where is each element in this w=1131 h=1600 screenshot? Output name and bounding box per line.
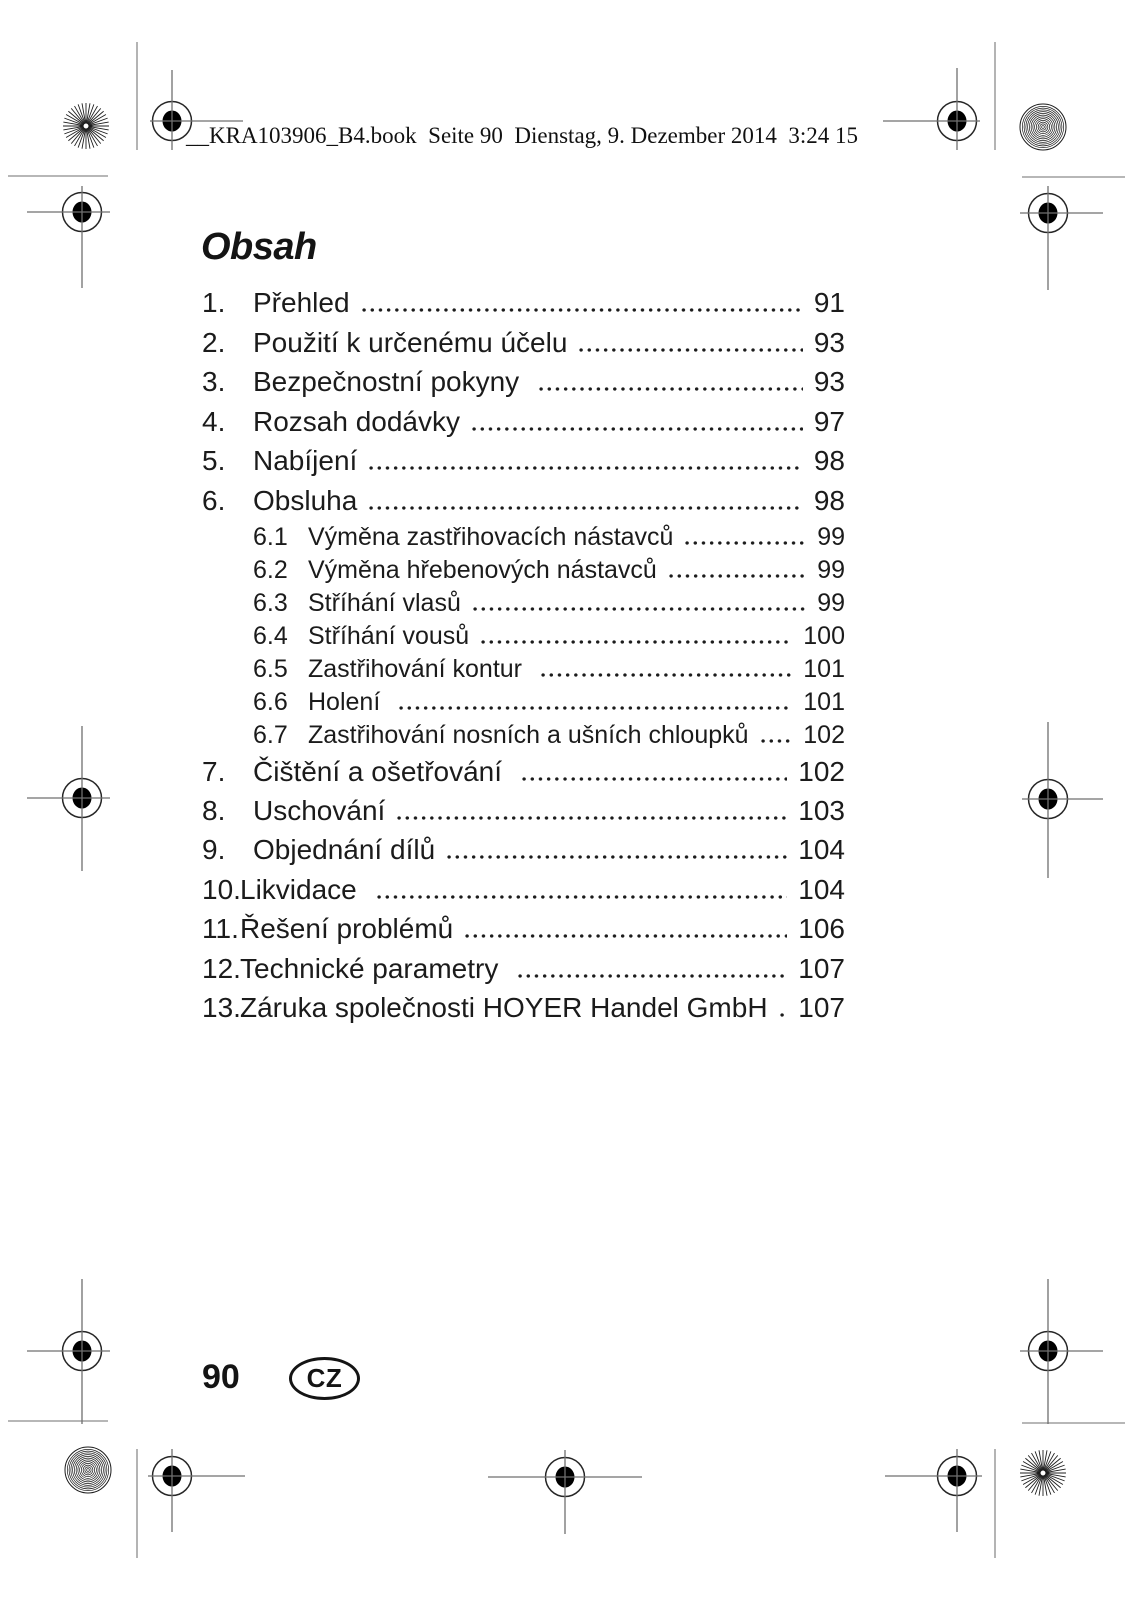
language-badge-label: CZ [306, 1363, 343, 1393]
toc-leader [479, 640, 792, 644]
toc-leader [367, 506, 803, 510]
toc-leader [445, 855, 787, 859]
toc-leader [520, 777, 787, 781]
toc-row [200, 620, 845, 653]
toc-label: Bezpečnostní pokyny [253, 366, 527, 398]
toc-label: Přehled [253, 287, 350, 318]
toc-leader [778, 1013, 788, 1017]
toc-row [200, 587, 845, 620]
toc-num: 6.7 [253, 720, 288, 749]
toc-label: Zastřihování nosních a ušních chloupků [308, 720, 749, 749]
toc-page: 91 [813, 287, 845, 318]
toc-page: 101 [803, 654, 845, 683]
toc-label: Výměna zastřihovacích nástavců [308, 522, 674, 551]
toc-row [200, 830, 845, 869]
toc-label: Objednání dílů [253, 834, 436, 866]
toc-leader [395, 816, 787, 820]
toc-leader [537, 387, 803, 391]
toc-page: 99 [817, 555, 845, 584]
toc-row [200, 686, 845, 719]
toc-leader [683, 541, 806, 545]
registration-target-icon [883, 68, 980, 150]
toc-label: Čištění a ošetřování [253, 755, 510, 787]
toc-label: Výměna hřebenových nástavců [308, 555, 657, 584]
toc-num: 6.2 [253, 555, 288, 584]
toc-label: Záruka společnosti HOYER Handel GmbH [240, 991, 768, 1023]
starburst-pattern [1020, 1450, 1066, 1496]
toc-num: 6.4 [253, 621, 288, 650]
toc-label: Likvidace [240, 873, 365, 905]
toc-page: 106 [798, 913, 845, 945]
toc-label: Zastřihování kontur [308, 654, 529, 683]
toc-row [200, 870, 845, 909]
toc-row [200, 791, 845, 830]
toc-page: 103 [798, 794, 845, 826]
toc-leader [577, 348, 802, 352]
toc-row [200, 949, 845, 988]
toc-leader [360, 308, 803, 312]
registration-target-icon [488, 1450, 642, 1534]
print-job-header: __KRA103906_B4.book Seite 90 Dienstag, 9. Dezember 2014 3:24 15 [186, 123, 859, 148]
registration-target-icon [885, 1449, 982, 1532]
toc-num: 6.3 [253, 588, 288, 617]
toc-label: Řešení problémů [240, 913, 454, 945]
toc-leader [367, 466, 803, 470]
toc-page: 107 [798, 952, 845, 984]
toc-page: 97 [813, 405, 845, 437]
toc-num: 3. [202, 366, 226, 398]
toc-leader [463, 934, 787, 938]
toc-row [200, 323, 845, 363]
toc-num: 9. [202, 834, 226, 866]
toc-page: 98 [813, 445, 845, 477]
toc-page: 107 [798, 991, 845, 1023]
toc-row [200, 362, 845, 402]
toc-num: 12. [202, 952, 241, 984]
registration-target-icon [27, 186, 110, 288]
toc-page: 102 [803, 720, 845, 749]
toc-list [200, 283, 845, 1027]
toc-page: 102 [798, 755, 845, 787]
toc-page: 104 [798, 873, 845, 905]
toc-page: 98 [813, 484, 845, 516]
page-number: 90 [202, 1358, 240, 1396]
toc-label: Použití k určenému účelu [253, 326, 568, 358]
toc-row [200, 752, 845, 791]
toc-page: 93 [813, 326, 845, 358]
toc-num: 7. [202, 755, 226, 787]
toc-row [200, 719, 845, 752]
toc-page: 104 [798, 834, 845, 866]
toc-num: 6.1 [253, 522, 288, 551]
registration-target-icon [27, 726, 110, 871]
toc-num: 1. [202, 287, 226, 318]
toc-row [200, 481, 845, 521]
toc-leader [539, 673, 792, 677]
toc-num: 2. [202, 326, 226, 358]
toc-leader [375, 895, 788, 899]
toc-label: Nabíjení [253, 445, 358, 477]
toc-leader [471, 607, 806, 611]
registration-target-icon [27, 1279, 110, 1424]
toc-row [200, 988, 845, 1027]
toc-leader [759, 739, 793, 743]
registration-target-icon [1022, 722, 1103, 878]
toc-num: 10. [202, 873, 241, 905]
toc-label: Stříhání vlasů [308, 588, 461, 617]
toc-num: 6.5 [253, 654, 288, 683]
toc-leader [516, 974, 787, 978]
toc-num: 6. [202, 484, 226, 516]
toc-row [200, 521, 845, 554]
toc-page: 93 [813, 366, 845, 398]
toc-label: Obsluha [253, 484, 358, 516]
toc-leader [470, 427, 803, 431]
toc-row [200, 283, 845, 323]
toc-num: 5. [202, 445, 226, 477]
toc-page: 99 [817, 522, 845, 551]
toc-row [200, 402, 845, 442]
toc-row [200, 653, 845, 686]
language-badge [289, 1357, 360, 1400]
toc-page: 101 [803, 687, 845, 716]
toc-label: Stříhání vousů [308, 621, 470, 650]
starburst-pattern [63, 103, 109, 149]
toc-num: 11. [202, 913, 239, 945]
toc-label: Holení [308, 687, 388, 716]
registration-target-icon [148, 1449, 245, 1532]
toc-row [200, 441, 845, 481]
moire-pattern [1020, 104, 1066, 150]
toc-num: 13. [202, 991, 241, 1023]
toc-num: 6.6 [253, 687, 288, 716]
toc-label: Uschování [253, 794, 386, 826]
toc-page: 99 [817, 588, 845, 617]
registration-target-icon [1020, 1279, 1103, 1424]
toc-label: Technické parametry [240, 952, 507, 984]
moire-pattern [65, 1447, 111, 1493]
toc-row [200, 554, 845, 587]
toc-num: 4. [202, 405, 226, 437]
toc-row [200, 909, 845, 948]
toc-num: 8. [202, 794, 226, 826]
toc-page: 100 [803, 621, 845, 650]
toc-leader [667, 574, 806, 578]
toc-label: Rozsah dodávky [253, 405, 461, 437]
registration-target-icon [1020, 186, 1103, 290]
page-title: Obsah [201, 226, 317, 268]
toc-leader [397, 706, 792, 710]
